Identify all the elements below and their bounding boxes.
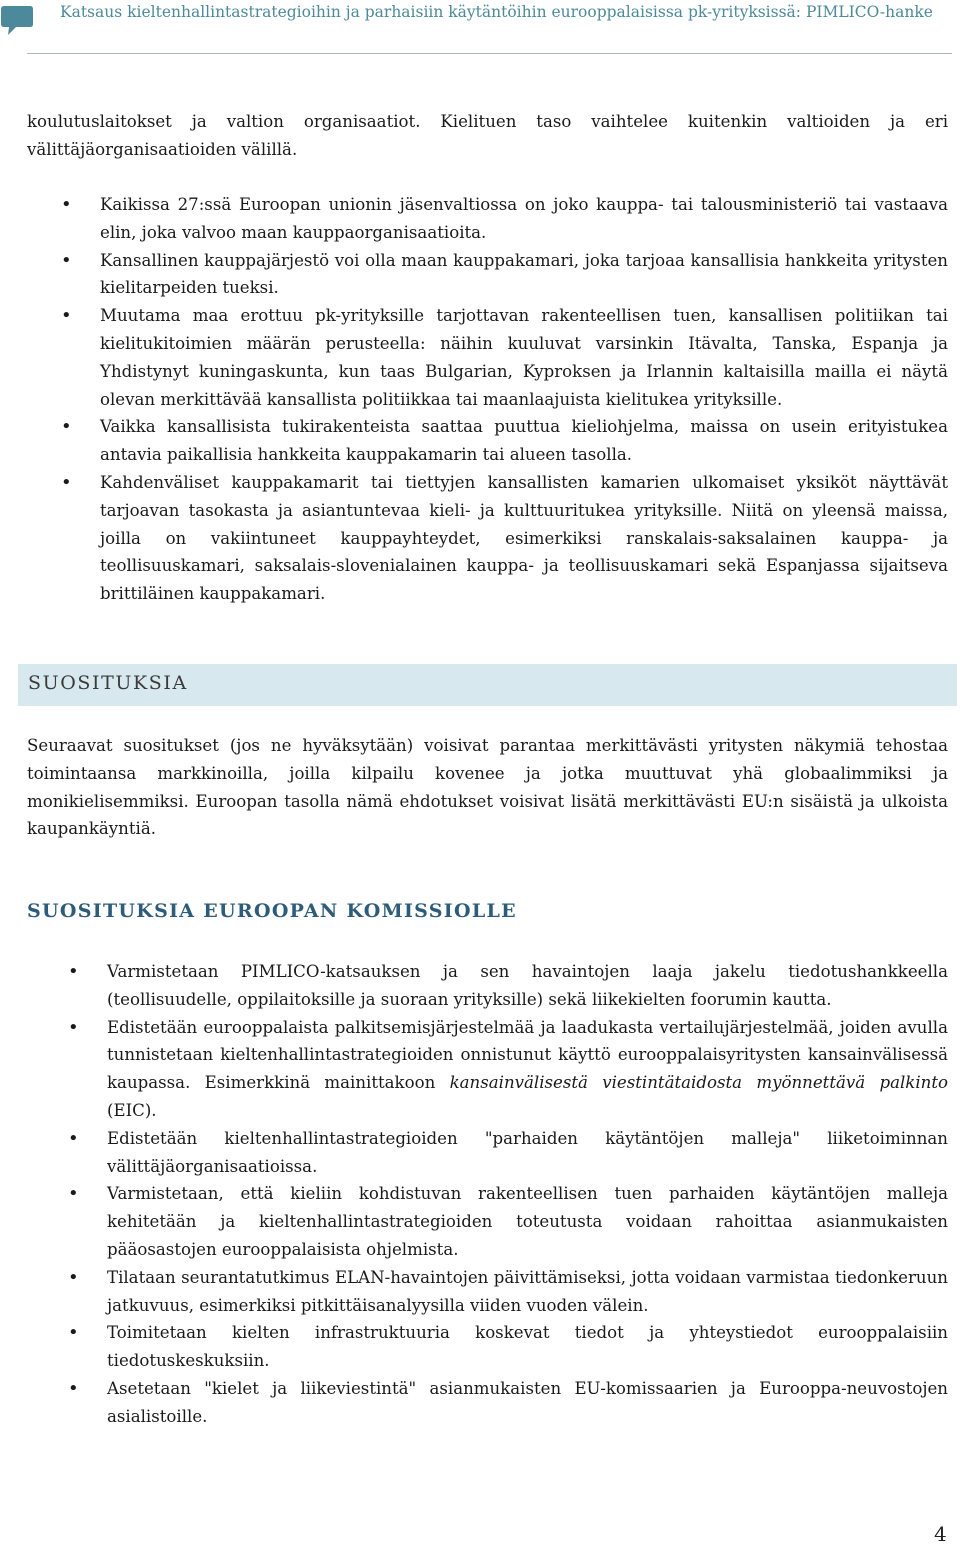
list-item: • Asetetaan "kielet ja liikeviestintä" asianmukaisten EU-komissaarien ja Eurooppa-neuvostojen asialistoille. bbox=[107, 1375, 948, 1431]
bullet-icon: • bbox=[68, 1266, 79, 1288]
list-item: • Kahdenväliset kauppakamarit tai tiettyjen kansallisten kamarien ulkomaiset yksiköt näyttävät tarjoavan tasokasta ja asiantuntevaa kieli- ja kulttuuritukea yrityksille. Niitä on yleensä maissa, joilla on vakiintuneet kauppayhteydet, esimerkiksi ranskalais-saksalainen kauppa- ja teollisuuskamari, saksalais-slovenialainen kauppa- ja teollisuuskamari sekä Espanjassa sijaitseva brittiläinen kauppakamari. bbox=[100, 469, 948, 608]
subsection-title: SUOSITUKSIA EUROOPAN KOMISSIOLLE bbox=[27, 900, 517, 922]
list-item: • Kansallinen kauppajärjestö voi olla maan kauppakamari, joka tarjoaa kansallisia hankkeita yritysten kielitarpeiden tueksi. bbox=[100, 247, 948, 303]
bullet-icon: • bbox=[68, 1322, 79, 1344]
speech-bubble-icon bbox=[0, 4, 34, 36]
page-header bbox=[0, 0, 960, 56]
list-item: • Varmistetaan, että kieliin kohdistuvan rakenteellisen tuen parhaiden käytäntöjen malleja kehitetään ja kieltenhallintastrategioiden toteutusta voidaan rahoittaa asianmukaisten pääosastojen eurooppalaisista ohjelmista. bbox=[107, 1180, 948, 1263]
list-item: • Edistetään eurooppalaista palkitsemisjärjestelmää ja laadukasta vertailujärjestelmää, joiden avulla tunnistetaan kieltenhallintastrategioiden onnistunut käyttö eurooppalaisyritysten kansainvälisessä kaupassa. Esimerkkinä mainittakoon kansainvälisestä viestintätaidosta myönnettävä palkinto (EIC). bbox=[107, 1014, 948, 1125]
list-item: • Kaikissa 27:ssä Euroopan unionin jäsenvaltiossa on joko kauppa- tai talousministeriö tai vastaava elin, joka valvoo maan kauppaorganisaatioita. bbox=[100, 191, 948, 247]
bullet-icon: • bbox=[68, 1127, 79, 1149]
list-item: • Edistetään kieltenhallintastrategioiden "parhaiden käytäntöjen malleja" liiketoiminnan välittäjäorganisaatioissa. bbox=[107, 1125, 948, 1181]
bullet-icon: • bbox=[68, 1377, 79, 1399]
list-item: • Varmistetaan PIMLICO-katsauksen ja sen havaintojen laaja jakelu tiedotushankkeella (teollisuudelle, oppilaitoksille ja suoraan yrityksille) sekä liikekielten foorumin kautta. bbox=[107, 958, 948, 1014]
bullet-icon: • bbox=[61, 249, 72, 271]
bullet-icon: • bbox=[68, 1016, 79, 1038]
bullet-icon: • bbox=[61, 194, 72, 215]
bullet-icon: • bbox=[68, 961, 79, 982]
bullet-icon: • bbox=[68, 1183, 79, 1205]
section-heading-band bbox=[18, 664, 957, 706]
list-item: • Toimitetaan kielten infrastruktuuria koskevat tiedot ja yhteystiedot eurooppalaisiin tiedotuskeskuksiin. bbox=[107, 1319, 948, 1375]
list-item: • Muutama maa erottuu pk-yrityksille tarjottavan rakenteellisen tuen, kansallisen politiikan tai kielitukitoimien määrän perusteella: näihin kuuluvat varsinkin Itävalta, Tanska, Espanja ja Yhdistynyt kuningaskunta, kun taas Bulgarian, Kyproksen ja Irlannin kaltaisilla mailla ei näytä olevan merkittävää kansallista politiikkaa tai maanlaajuista kielitukea yrityksille. bbox=[100, 302, 948, 413]
bullet-icon: • bbox=[61, 471, 72, 493]
intro-paragraph: koulutuslaitokset ja valtion organisaatiot. Kielituen taso vaihtelee kuitenkin valtioiden ja eri välittäjäorganisaatioiden välillä. bbox=[27, 112, 948, 159]
page-number: 4 bbox=[934, 1522, 947, 1546]
list-item: • Vaikka kansallisista tukirakenteista saattaa puuttua kieliohjelma, maissa on usein erityistukea antavia paikallisia hankkeita kauppakamarin tai alueen tasolla. bbox=[100, 413, 948, 469]
header-divider bbox=[27, 53, 952, 54]
recommendations-paragraph: Seuraavat suositukset (jos ne hyväksytään) voisivat parantaa merkittävästi yritysten näkymiä tehostaa toimintaansa markkinoilla, joilla kilpailu kovenee ja jotka muuttuvat yhä globaalimmiksi ja monikielisemmiksi. Euroopan tasolla nämä ehdotukset voisivat lisätä merkittävästi EU:n sisäistä ja ulkoista kaupankäyntiä. bbox=[27, 736, 948, 839]
list-item: • Tilataan seurantatutkimus ELAN-havaintojen päivittämiseksi, jotta voidaan varmistaa tiedonkeruun jatkuvuus, esimerkiksi pitkittäisanalyysilla viiden vuoden välein. bbox=[107, 1264, 948, 1320]
section-title: SUOSITUKSIA bbox=[28, 672, 188, 694]
bullet-icon: • bbox=[61, 416, 72, 438]
header-title: Katsaus kieltenhallintastrategioihin ja parhaisiin käytäntöihin eurooppalaisissa pk-yrityksissä: PIMLICO-hanke bbox=[60, 3, 933, 21]
award-name: kansainvälisestä viestintätaidosta myönnettävä palkinto bbox=[449, 1073, 948, 1093]
bullet-list-commission bbox=[68, 958, 948, 1431]
bullet-icon: • bbox=[61, 305, 72, 327]
bullet-list-top bbox=[61, 191, 948, 608]
